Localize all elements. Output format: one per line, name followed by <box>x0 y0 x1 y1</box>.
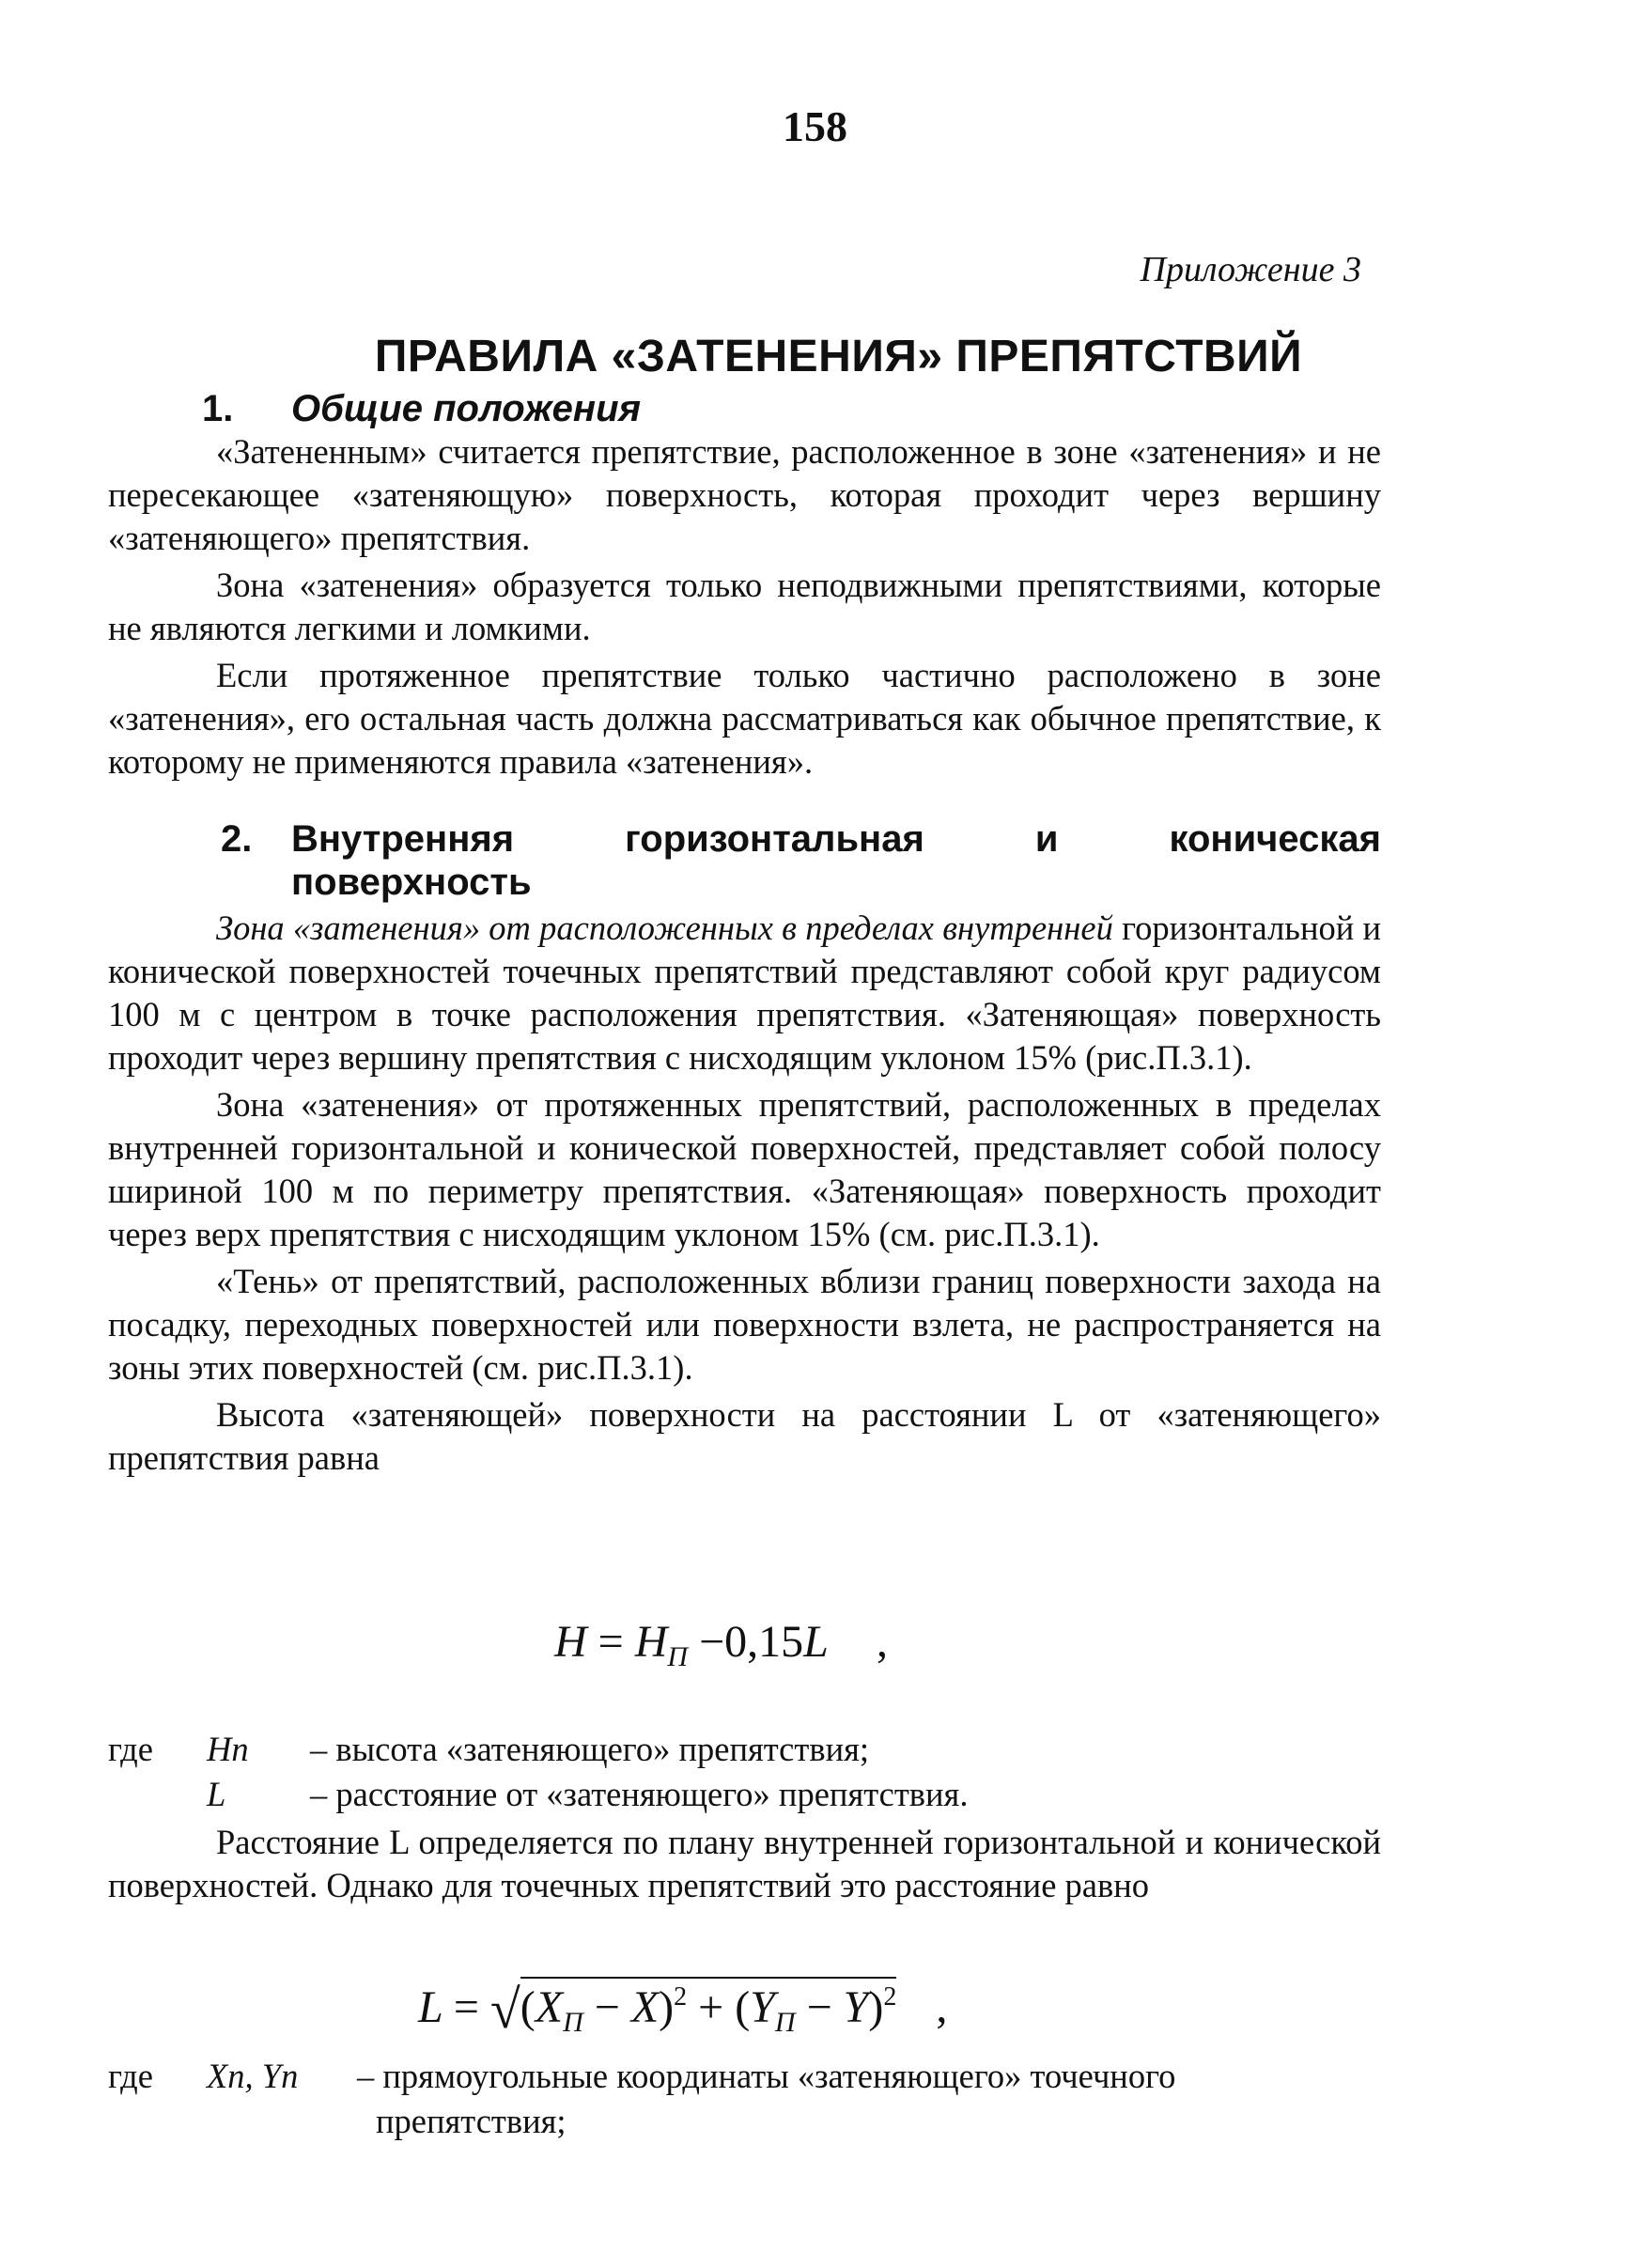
paragraph <box>108 907 1381 1080</box>
heading-word: и <box>1034 818 1059 860</box>
paragraph: «Затененным» считается препятствие, расположенное в зоне «затенения» и не пересекающее «затеняющую» поверхность, которая проходит через вершину «затеняющего» препятствия. <box>108 432 1381 557</box>
paragraph: Зона «затенения» образуется только неподвижными препятствиями, которые не являются легкими и ломкими. <box>108 566 1381 647</box>
definition-text: – высота «затеняющего» препятствия; <box>310 1730 870 1768</box>
section-1-heading <box>108 387 1381 430</box>
definition-row <box>207 1774 968 1814</box>
paragraph-rest: горизонтальной и конической поверхностей точечных препятствий представляют собой круг радиусом 100 м с центром в точке расположения препятствия. «Затеняющая» поверхность проходит через вершину препятствия с нисходящим уклоном 15% (рис.П.3.1). <box>108 909 1382 1077</box>
formula-symbol: L <box>803 1617 828 1667</box>
definition-text: – прямоугольные координаты «затеняющего» точечного <box>357 2057 1176 2095</box>
formula-symbol: X <box>630 1982 660 2032</box>
heading-word: коническая <box>1169 818 1381 860</box>
formula-height <box>554 1616 888 1673</box>
section-1-title: Общие положения <box>291 388 642 429</box>
formula-comma: , <box>936 1982 948 2032</box>
definition-row <box>108 2056 1175 2096</box>
formula-symbol: Y <box>750 1982 775 2032</box>
formula-operator: = <box>598 1617 624 1667</box>
where-label: где <box>108 1730 153 1768</box>
formula-coefficient: 0,15 <box>724 1617 804 1667</box>
formula-comma: , <box>877 1617 888 1667</box>
heading-word: горизонтальная <box>625 818 924 860</box>
sqrt-icon: √ <box>489 1979 520 2040</box>
section-2-heading-line2: поверхность <box>291 862 532 903</box>
where-label: где <box>108 2057 153 2095</box>
formula-exponent: 2 <box>674 1982 688 2012</box>
section-2-body-cont <box>108 1821 1381 1911</box>
paragraph: Зона «затенения» от протяженных препятствий, расположенных в пределах внутренней горизонтальной и конической поверхностей, представляет собой полосу шириной 100 м по периметру препятствия. «Затеняющая» поверхность проходит через верх препятствия с нисходящим уклоном 15% (см. рис.П.3.1). <box>108 1085 1381 1253</box>
formula-symbol: X <box>535 1982 564 2032</box>
formula-subscript: П <box>774 2007 796 2038</box>
appendix-label: Приложение 3 <box>1140 250 1361 289</box>
definition-symbol: L <box>207 1775 226 1813</box>
definition-symbol: Hп <box>207 1730 249 1768</box>
heading-word: Внутренняя <box>291 818 515 860</box>
formula-symbol: H <box>634 1617 668 1667</box>
definition-text: – расстояние от «затеняющего» препятствия. <box>310 1775 969 1813</box>
paragraph: Если протяженное препятствие только частично расположено в зоне «затенения», его остальная часть должна рассматриваться как обычное препятствие, к которому не применяются правила «затенения». <box>108 656 1381 781</box>
definition-row <box>108 1729 869 1769</box>
paragraph: «Тень» от препятствий, расположенных вблизи границ поверхности захода на посадку, переходных поверхностей или поверхности взлета, не распространяется на зоны этих поверхностей (см. рис.П.3.1). <box>108 1262 1381 1387</box>
section-2-heading-line1 <box>108 817 1381 861</box>
italic-lead: Зона «затенения» от расположенных в пределах внутренней <box>216 909 1113 947</box>
paragraph: Расстояние L определяется по плану внутренней горизонтальной и конической поверхностей. Однако для точечных препятствий это расстояние равно <box>108 1823 1381 1904</box>
definition-symbol: Xп, Yп <box>207 2057 299 2095</box>
paragraph: Высота «затеняющей» поверхности на расстоянии L от «затеняющего» препятствия равна <box>108 1395 1381 1477</box>
formula-distance <box>418 1978 947 2041</box>
formula-symbol: Y <box>843 1982 869 2032</box>
formula-subscript: П <box>563 2007 583 2038</box>
formula-operator: − <box>699 1617 725 1667</box>
formula-radicand: $(X_П - X)^2 + (Y_П - Y)^2$ <box>520 1977 897 2032</box>
document-title: ПРАВИЛА «ЗАТЕНЕНИЯ» ПРЕПЯТСТВИЙ <box>374 332 1303 381</box>
section-1-number: 1. <box>202 388 234 429</box>
section-2-heading <box>108 817 1381 904</box>
formula-symbol: H <box>554 1617 587 1667</box>
formula-subscript: П <box>667 1641 689 1672</box>
section-1 <box>108 387 1381 787</box>
section-2-number: 2. <box>221 818 253 860</box>
formula-symbol: L <box>418 1982 442 2032</box>
formula-operator: = <box>453 1982 479 2032</box>
page-number: 158 <box>783 102 847 150</box>
definition-text: препятствия; <box>376 2102 567 2140</box>
definition-row-cont <box>376 2101 567 2141</box>
section-2-body <box>108 907 1381 1484</box>
formula-exponent: 2 <box>883 1982 897 2012</box>
